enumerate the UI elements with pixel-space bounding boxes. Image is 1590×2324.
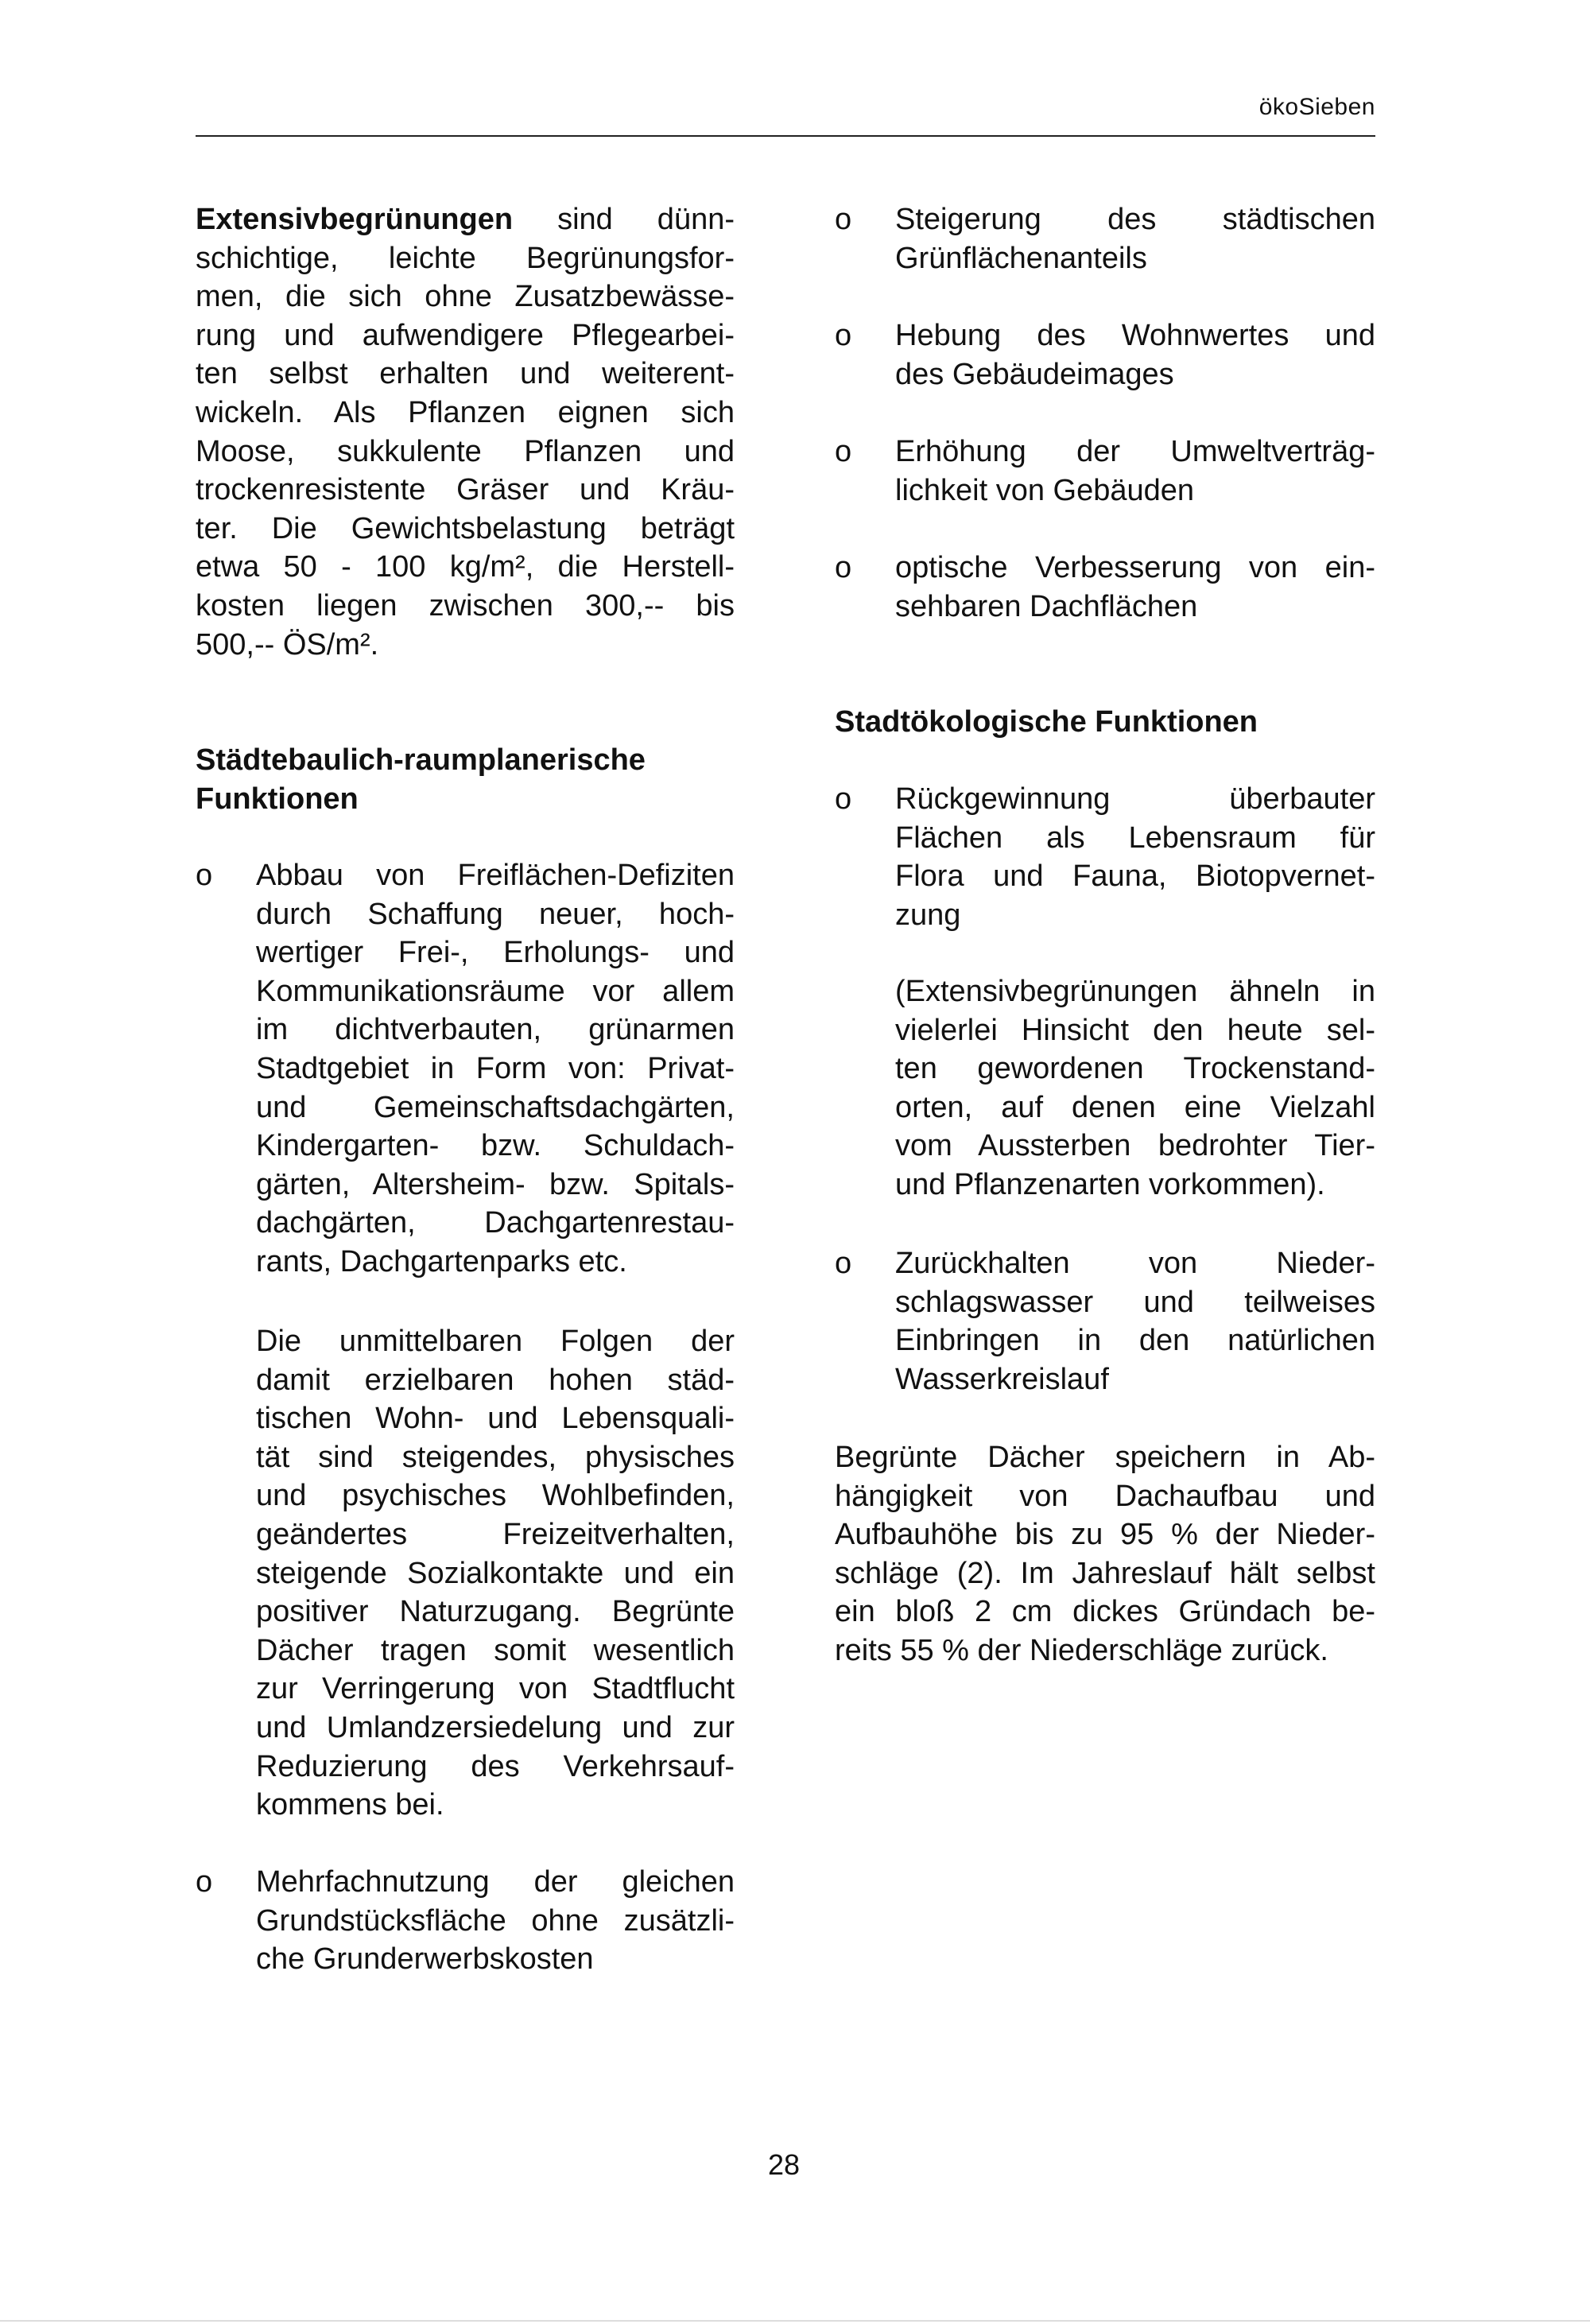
- bullet-icon: o: [835, 203, 852, 236]
- header-rule: [196, 135, 1375, 137]
- text-line: positiver Naturzugang. Begrünte: [256, 1595, 735, 1629]
- bullet-text: [256, 1863, 735, 1979]
- text-line: gärten, Altersheim- bzw. Spitals-: [256, 1167, 735, 1201]
- text-line: Begrünte Dächer speichern in Ab-: [835, 1441, 1375, 1474]
- text-line: Aufbauhöhe bis zu 95 % der Nieder-: [835, 1518, 1375, 1552]
- bullet-icon: o: [196, 1865, 213, 1899]
- text-line: Städtebaulich-raumplanerische: [196, 743, 646, 777]
- bullet-visual: [835, 549, 1375, 626]
- text-line: Flora und Fauna, Biotopvernet-: [895, 859, 1375, 894]
- section-heading-urban-ecology: [835, 703, 1375, 742]
- text-line: Funktionen: [196, 782, 359, 816]
- text-line: schlagswasser und teilweises: [895, 1285, 1375, 1319]
- text-line: Hebung des Wohnwertes und: [895, 319, 1375, 352]
- text-line: 500,-- ÖS/m².: [196, 627, 379, 662]
- section-heading-urban-planning: [196, 741, 735, 818]
- text-line: wickeln. Als Pflanzen eignen sich: [196, 395, 735, 429]
- text-line: reits 55 % der Niederschläge zurück.: [835, 1633, 1328, 1667]
- text-line: durch Schaffung neuer, hoch-: [256, 897, 735, 931]
- bullet-text: [895, 316, 1375, 394]
- text-line: Kindergarten- bzw. Schuldach-: [256, 1129, 735, 1163]
- text-line: etwa 50 - 100 kg/m², die Herstell-: [196, 550, 735, 584]
- text-line: Steigerung des städtischen: [895, 203, 1375, 236]
- bullet-icon: o: [835, 435, 852, 468]
- text-line: zung: [895, 898, 961, 932]
- text-line: im dichtverbauten, grünarmen: [256, 1013, 735, 1047]
- page-number: 28: [767, 2148, 801, 2181]
- text-line: Reduzierung des Verkehrsauf-: [256, 1749, 735, 1783]
- text-line: des Gebäudeimages: [895, 357, 1174, 391]
- text-line: ten selbst erhalten und weiterent-: [196, 357, 735, 391]
- paragraph-text: [256, 1322, 735, 1825]
- bullet-text: [895, 200, 1375, 277]
- bullet-living-value: [835, 316, 1375, 394]
- bullet-environment: [835, 433, 1375, 510]
- text-line: schläge (2). Im Jahreslauf hält selbst: [835, 1556, 1375, 1590]
- text-line: kommens bei.: [256, 1788, 444, 1822]
- bullet-icon: o: [835, 1247, 852, 1280]
- text-line: Stadtgebiet in Form von: Privat-: [256, 1051, 735, 1085]
- bullet-text: [895, 780, 1375, 934]
- text-line: rants, Dachgartenparks etc.: [256, 1244, 627, 1278]
- bullet-text: [256, 856, 735, 1282]
- text-line: Mehrfachnutzung der gleichen: [256, 1865, 735, 1899]
- text-line: geändertes Freizeitverhalten,: [256, 1517, 735, 1551]
- bullet-green-share: [835, 200, 1375, 277]
- paragraph-text: [895, 972, 1375, 1205]
- text-line: vielerlei Hinsicht den heute sel-: [895, 1013, 1375, 1047]
- text-line: optische Verbesserung von ein-: [895, 551, 1375, 584]
- text-line: und psychisches Wohlbefinden,: [256, 1479, 735, 1513]
- text-line: kosten liegen zwischen 300,-- bis: [196, 588, 735, 623]
- intro-first-line: Extensivbegrünungen sind dünn-: [196, 203, 735, 236]
- scan-edge: [0, 2320, 1590, 2322]
- text-line: rung und aufwendigere Pflegearbei-: [196, 318, 735, 352]
- text-line: hängigkeit von Dachaufbau und: [835, 1479, 1375, 1513]
- text-line: Erhöhung der Umweltverträg-: [895, 435, 1375, 468]
- habitat-note-paragraph: [835, 972, 1375, 1205]
- text-line: und Pflanzenarten vorkommen).: [895, 1167, 1325, 1201]
- text-line: orten, auf denen eine Vielzahl: [895, 1090, 1375, 1124]
- bullet-multiple-use: [196, 1863, 735, 1979]
- bullet-text: [895, 433, 1375, 510]
- bullet-text: [895, 1244, 1375, 1399]
- text-line: Grünflächenanteils: [895, 241, 1147, 275]
- text-line: Stadtökologische Funktionen: [835, 705, 1258, 739]
- text-line: tischen Wohn- und Lebensquali-: [256, 1402, 735, 1436]
- text-line: wertiger Frei-, Erholungs- und: [256, 936, 735, 970]
- text-line: zur Verringerung von Stadtflucht: [256, 1672, 735, 1706]
- text-line: men, die sich ohne Zusatzbewässe-: [196, 280, 735, 314]
- text-line: Kommunikationsräume vor allem: [256, 974, 735, 1008]
- bullet-icon: o: [835, 319, 852, 352]
- text-line: steigende Sozialkontakte und ein: [256, 1556, 735, 1590]
- text-line: Zurückhalten von Nieder-: [895, 1247, 1375, 1280]
- intro-lead-term: Extensivbegrünungen: [196, 203, 514, 236]
- text-line: und Gemeinschaftsdachgärten,: [256, 1090, 735, 1124]
- text-line: Moose, sukkulente Pflanzen und: [196, 434, 735, 468]
- text-line: lichkeit von Gebäuden: [895, 473, 1195, 507]
- bullet-icon: o: [196, 859, 213, 892]
- text-line: trockenresistente Gräser und Kräu-: [196, 473, 735, 507]
- text-line: Einbringen in den natürlichen: [895, 1324, 1375, 1358]
- text-line: (Extensivbegrünungen ähneln in: [895, 975, 1375, 1008]
- text-line: Abbau von Freiflächen-Defiziten: [256, 859, 735, 892]
- bullet-open-space: [196, 856, 735, 1282]
- bullet-icon: o: [835, 551, 852, 584]
- text-line: sehbaren Dachflächen: [895, 589, 1198, 623]
- bullet-text: [895, 549, 1375, 626]
- text-line: ten gewordenen Trockenstand-: [895, 1052, 1375, 1086]
- text-line: ter. Die Gewichtsbelastung beträgt: [196, 511, 735, 545]
- text-line: und Umlandzersiedelung und zur: [256, 1710, 735, 1744]
- text-line: Flächen als Lebensraum für: [895, 821, 1375, 855]
- text-line: ein bloß 2 cm dickes Gründach be-: [835, 1595, 1375, 1629]
- text-line: schichtige, leichte Begrünungsfor-: [196, 241, 735, 275]
- text-line: vom Aussterben bedrohter Tier-: [895, 1129, 1375, 1163]
- consequences-paragraph: [196, 1322, 735, 1825]
- text-line: Die unmittelbaren Folgen der: [256, 1325, 735, 1358]
- text-line: Rückgewinnung überbauter: [895, 782, 1375, 816]
- running-header: ökoSieben: [1258, 94, 1375, 120]
- intro-paragraph: [196, 200, 735, 664]
- text-line: Dächer tragen somit wesentlich: [256, 1633, 735, 1667]
- text-line: damit erzielbaren hohen städ-: [256, 1363, 735, 1397]
- text-line: Wasserkreislauf: [895, 1362, 1109, 1396]
- text-line: che Grunderwerbskosten: [256, 1942, 594, 1977]
- text-line: dachgärten, Dachgartenrestau-: [256, 1206, 735, 1240]
- bullet-rainwater: [835, 1244, 1375, 1399]
- text-line: Grundstücksfläche ohne zusätzli-: [256, 1903, 735, 1938]
- bullet-icon: o: [835, 782, 852, 816]
- text-line: tät sind steigendes, physisches: [256, 1440, 735, 1474]
- intro-lines: [196, 239, 735, 665]
- bullet-habitat: [835, 780, 1375, 934]
- closing-paragraph: [835, 1438, 1375, 1670]
